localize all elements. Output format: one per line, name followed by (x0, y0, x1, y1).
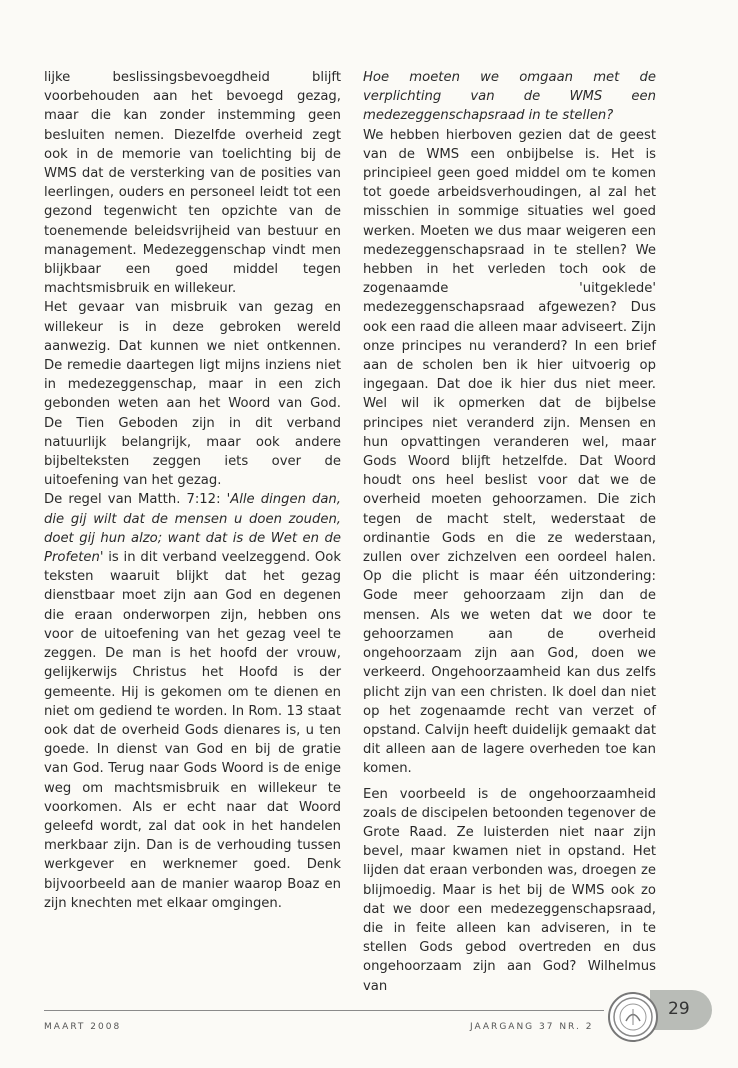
matth-quote: 'Alle dingen dan, die gij wilt dat de mensen u doen zouden, doet gij hun alzo; want dat is de Wet en de Profeten' (44, 492, 341, 566)
left-paragraph-2: Het gevaar van misbruik van gezag en willekeur is in deze gebroken wereld aanwezig. Dat kunnen we niet ontkennen. De remedie daartegen ligt mijns inziens niet in medezeggenschap, maar in een zich gebonden weten aan het Woord van God. De Tien Geboden zijn in dit verband natuurlijk belangrijk, maar ook andere bijbelteksten zeggen iets over de uitoefening van het gezag. (44, 300, 341, 489)
page-number: 29 (668, 999, 690, 1019)
right-column (363, 68, 656, 996)
matth-rest: is in dit verband veelzeggend. Ook teksten waaruit blijkt dat het gezag dienstbaar moet zijn aan God en degenen die eraan onderworpen zijn, hebben ons voor de uitoefening van het gezag veel te zeggen. De man is het hoofd der vrouw, gelijkerwijs Christus het Hoofd is der gemeente. Hij is gekomen om te dienen en niet om gediend te worden. In Rom. 13 staat ook dat de overheid Gods dienares is, u ten goede. In dienst van God en bij de gratie van God. Terug naar Gods Woord is de enige weg om machtsmisbruik en willekeur te voorkomen. Als er echt naar dat Woord geleefd wordt, zal dat ook in het handelen merkbaar zijn. Dan is de verhouding tussen werkgever en werknemer goed. Denk bijvoorbeeld aan de manier waarop Boaz en zijn knechten met elkaar omgingen. (44, 550, 341, 911)
left-column (44, 68, 341, 913)
matth-intro: De regel van Matth. 7:12: (44, 492, 227, 508)
footer-rule (44, 1010, 604, 1011)
journal-seal-icon (608, 992, 658, 1042)
right-paragraph-1: We hebben hierboven gezien dat de geest van de WMS een onbijbelse is. Het is principieel geen goed middel om te komen tot goede arbeidsverhoudingen, al zal het misschien in sommige situaties wel goed werken. Moeten we dus maar weigeren een medezeggenschapsraad in te stellen? We hebben in het verleden toch ook de zogenaamde 'uitgeklede' medezeggenschapsraad afgewezen? Dus ook een raad die alleen maar adviseert. Zijn onze principes nu veranderd? In een brief aan de scholen ben ik hier uitvoerig op ingegaan. Dat doe ik hier dus niet meer. Wel wil ik opmerken dat de bijbelse principes niet veranderd zijn. Mensen en hun opvattingen veranderen wel, maar Gods Woord blijft hetzelfde. Dat Woord houdt ons heel beslist voor dat we de overheid moeten gehoorzamen. Die zich tegen de macht stelt, wederstaat de ordinantie Gods en die ze wederstaan, zullen over zichzelven een oordeel halen. Op die plicht is maar één uitzondering: Gode meer gehoorzaam zijn dan de mensen. Als we weten dat we door te gehoorzamen aan de overheid ongehoorzaam zijn aan God, doen we verkeerd. Ongehoorzaamheid kan dus zelfs plicht zijn van een christen. Ik doel dan niet op het zogenaamde recht van verzet of opstand. Calvijn heeft duidelijk gemaakt dat dit alleen aan de lagere overheden toe kan komen. (363, 127, 656, 777)
section-question: Hoe moeten we omgaan met de verplichting van de WMS een medezeggenschapsraad in te stellen? (363, 70, 656, 124)
left-paragraph-3 (44, 490, 341, 912)
footer-date: MAART 2008 (44, 1022, 122, 1032)
footer-volume: JAARGANG 37 NR. 2 (470, 1022, 594, 1032)
right-paragraph-2: Een voorbeeld is de ongehoorzaamheid zoals de discipelen betoonden tegenover de Grote Raad. Ze luisterden niet naar zijn bevel, maar kwamen niet in opstand. Het lijden dat eraan verbonden was, droegen ze blijmoedig. Maar is het bij de WMS ook zo dat we door een medezeggenschapsraad, die in feite alleen kan adviseren, in te stellen Gods gebod overtreden en dus ongehoorzaam zijn aan God? Wilhelmus van (363, 786, 656, 994)
left-paragraph-1: lijke beslissingsbevoegdheid blijft voorbehouden aan het bevoegd gezag, maar die kan zonder instemming geen besluiten nemen. Diezelfde overheid zegt ook in de memorie van toelichting bij de WMS dat de versterking van de posities van leerlingen, ouders en personeel leidt tot een gezond tegenwicht ten opzichte van de toenemende beleidsvrijheid van bestuur en management. Medezeggenschap vindt men blijkbaar een goed middel tegen machtsmisbruik en willekeur. (44, 70, 341, 297)
